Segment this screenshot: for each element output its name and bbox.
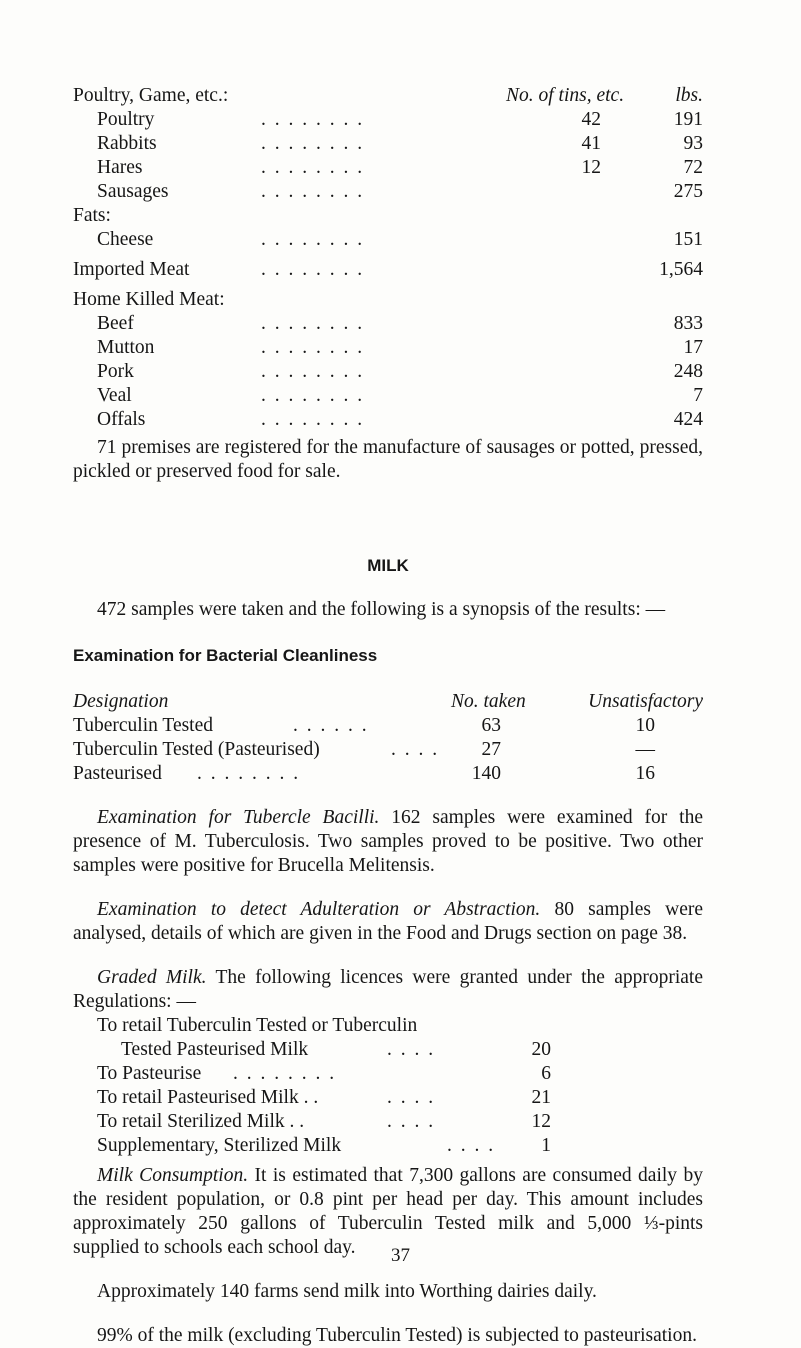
premises-paragraph: 71 premises are registered for the manufacture of sausages or potted, pressed, pickled or preserved food for sale. [73, 437, 703, 482]
farms-paragraph: Approximately 140 farms send milk into Worthing dairies daily. [97, 1281, 597, 1302]
column-header-unsatisfactory: Unsatisfactory [588, 691, 703, 712]
table-row: Offals . . . . . . . . 424 [97, 409, 703, 430]
bacterial-heading: Examination for Bacterial Cleanliness [73, 646, 378, 665]
table-row: Beef . . . . . . . . 833 [97, 313, 703, 334]
licences-list [97, 1014, 551, 1158]
document-page [73, 84, 703, 1348]
section-fats-heading: Fats: [73, 205, 111, 226]
graded-milk-paragraph: Graded Milk. The following licences were granted under the appropriate Regulations: — [73, 967, 703, 1012]
column-header-designation: Designation [73, 691, 169, 712]
column-header-lbs: lbs. [675, 85, 703, 106]
list-item: To retail Sterilized Milk . . . . . . 12 [97, 1111, 551, 1132]
table-row: Imported Meat . . . . . . . . 1,564 [73, 259, 703, 280]
table-row: Veal . . . . . . . . 7 [97, 385, 703, 406]
list-item: Tested Pasteurised Milk . . . . 20 [121, 1039, 551, 1060]
table-row: Pork . . . . . . . . 248 [97, 361, 703, 382]
table-row: Tuberculin Tested . . . . . . 63 10 [73, 715, 655, 736]
page-number: 37 [391, 1245, 410, 1266]
column-header-tins: No. of tins, etc. [506, 85, 625, 106]
food-table-header [73, 84, 703, 108]
list-item: To retail Tuberculin Tested or Tuberculin [97, 1015, 418, 1036]
milk-intro: 472 samples were taken and the following is a synopsis of the results: — [97, 599, 666, 620]
pasteurisation-paragraph: 99% of the milk (excluding Tuberculin Tested) is subjected to pasteurisation. [97, 1325, 697, 1346]
list-item: Supplementary, Sterilized Milk . . . . 1 [97, 1135, 551, 1156]
table-row: Poultry . . . . . . . . 42 191 [97, 109, 703, 130]
column-header-taken: No. taken [451, 691, 526, 712]
table-row: Sausages . . . . . . . . 275 [97, 181, 703, 202]
section-poultry-heading: Poultry, Game, etc.: [73, 85, 229, 106]
table-row: Mutton . . . . . . . . 17 [97, 337, 703, 358]
table-row: Pasteurised . . . . . . . . 140 16 [73, 763, 655, 784]
table-row: Rabbits . . . . . . . . 41 93 [97, 133, 703, 154]
list-item: To retail Pasteurised Milk . . . . . . 21 [97, 1087, 551, 1108]
bacterial-table-header [73, 690, 703, 714]
table-row: Tuberculin Tested (Pasteurised) . . . . 27 — [73, 739, 655, 760]
table-row: Hares . . . . . . . . 12 72 [97, 157, 703, 178]
milk-title: MILK [367, 556, 409, 575]
table-row: Cheese . . . . . . . . 151 [97, 229, 703, 250]
section-home-killed-heading: Home Killed Meat: [73, 289, 225, 310]
consumption-paragraph: Milk Consumption. It is estimated that 7,300 gallons are consumed daily by the resident population, or 0.8 pint per head per day. This amount includes approximately 250 gallons of Tuberculin Tested milk and 5,000 ⅓-pints supplied to schools each school day. [73, 1165, 704, 1258]
adulteration-paragraph: Examination to detect Adulteration or Abstraction. 80 samples were analysed, details of which are given in the Food and Drugs section on page 38. [73, 899, 704, 944]
list-item: To Pasteurise . . . . . . . . 6 [97, 1063, 551, 1084]
tubercle-paragraph: Examination for Tubercle Bacilli. 162 samples were examined for the presence of M. Tuberculosis. Two samples proved to be positive. Two other samples were positive for Brucella Melitensis. [73, 807, 703, 876]
